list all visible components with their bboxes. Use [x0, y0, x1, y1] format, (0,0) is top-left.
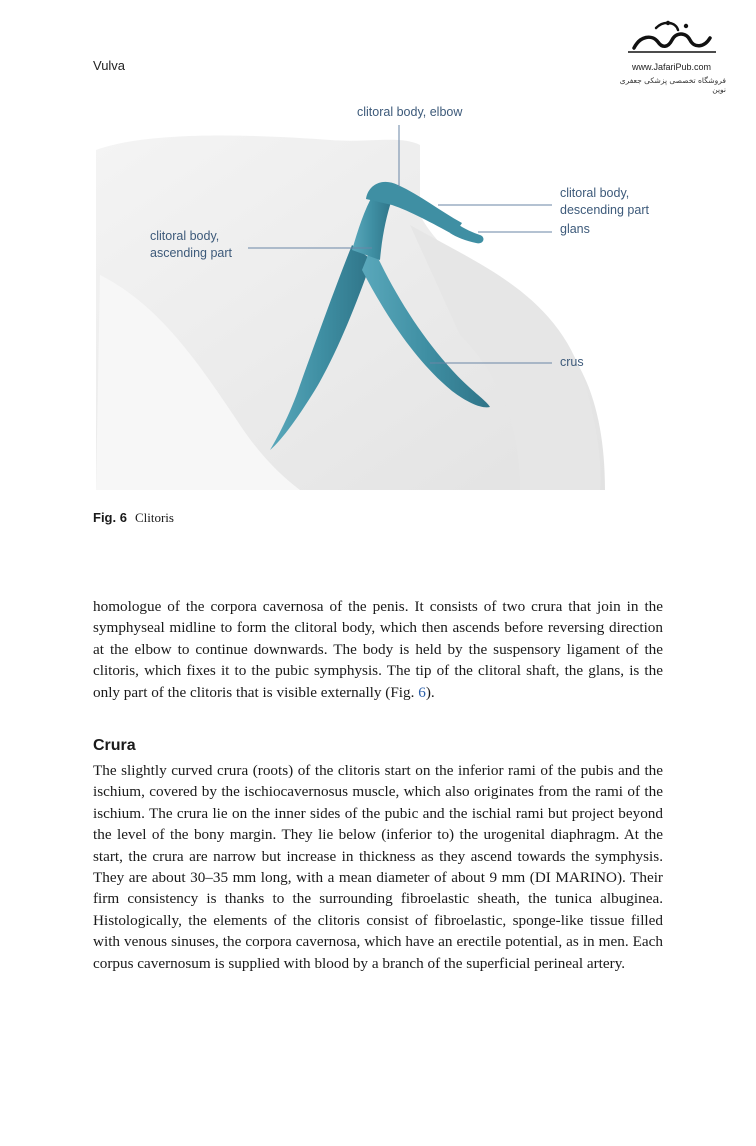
label-glans: glans: [560, 222, 590, 236]
label-crus: crus: [560, 355, 584, 369]
intro-text-after: ).: [425, 683, 435, 701]
section-heading: Crura: [93, 737, 136, 754]
label-ascending-1: clitoral body,: [150, 229, 220, 243]
label-descending-2: descending part: [560, 203, 649, 217]
caption-text: Clitoris: [134, 510, 174, 525]
anatomy-illustration: [0, 95, 756, 500]
intro-text-before: homologue of the corpora cavernosa of the penis. It consists of two crura that join in the symphyseal midline to form the clitoral body, which then ascends before reversing direction at the elbow to continue downwards. The body is held by the suspensory ligament of the clitoris, which fixes it to the pubic symphysis. The tip of the clitoral shaft, the glans, is the only part of the clitoris that is visible externally (Fig.: [93, 598, 663, 701]
glans-shape: [450, 223, 483, 243]
figure-caption: [93, 510, 174, 526]
crura-paragraph: The slightly curved crura (roots) of the clitoris start on the inferior rami of the pubis and the ischium, covered by the ischiocavernosus muscle, which also originates from the rami of the ischium. The crura lie on the inner sides of the pubic and the ischial rami but project beyond the level of the bony margin. They lie below (inferior to) the urogenital diaphragm. At the start, the crura are narrow but increase in thickness as they ascend towards the symphysis. They are about 30–35 mm long, with a mean diameter of about 9 mm (DI MARINO). Their firm consistency is thanks to the surrounding fibroelastic sheath, the tunica albuginea. Histologically, the elements of the clitoris consist of fibroelastic, sponge-like tissue filled with venous sinuses, the corpora cavernosa, which have an erectile potential, as in men. Each corpus cavernosum is supplied with blood by a branch of the superficial perineal artery.: [93, 762, 663, 972]
caption-number: Fig. 6: [93, 510, 127, 525]
publisher-logo: [606, 14, 726, 94]
clitoris-figure: [0, 95, 756, 500]
running-title: Vulva: [93, 58, 126, 73]
logo-tagline: فروشگاه تخصصی پزشکی جعفری نوین: [619, 76, 726, 94]
label-descending-1: clitoral body,: [560, 186, 630, 200]
label-ascending-2: ascending part: [150, 246, 233, 260]
logo-url: www.JafariPub.com: [632, 62, 712, 72]
figure-reference-link[interactable]: 6: [418, 683, 426, 701]
calligraphy-logo-icon: [606, 14, 726, 64]
intro-paragraph: [93, 596, 663, 703]
label-elbow: clitoral body, elbow: [357, 105, 463, 119]
